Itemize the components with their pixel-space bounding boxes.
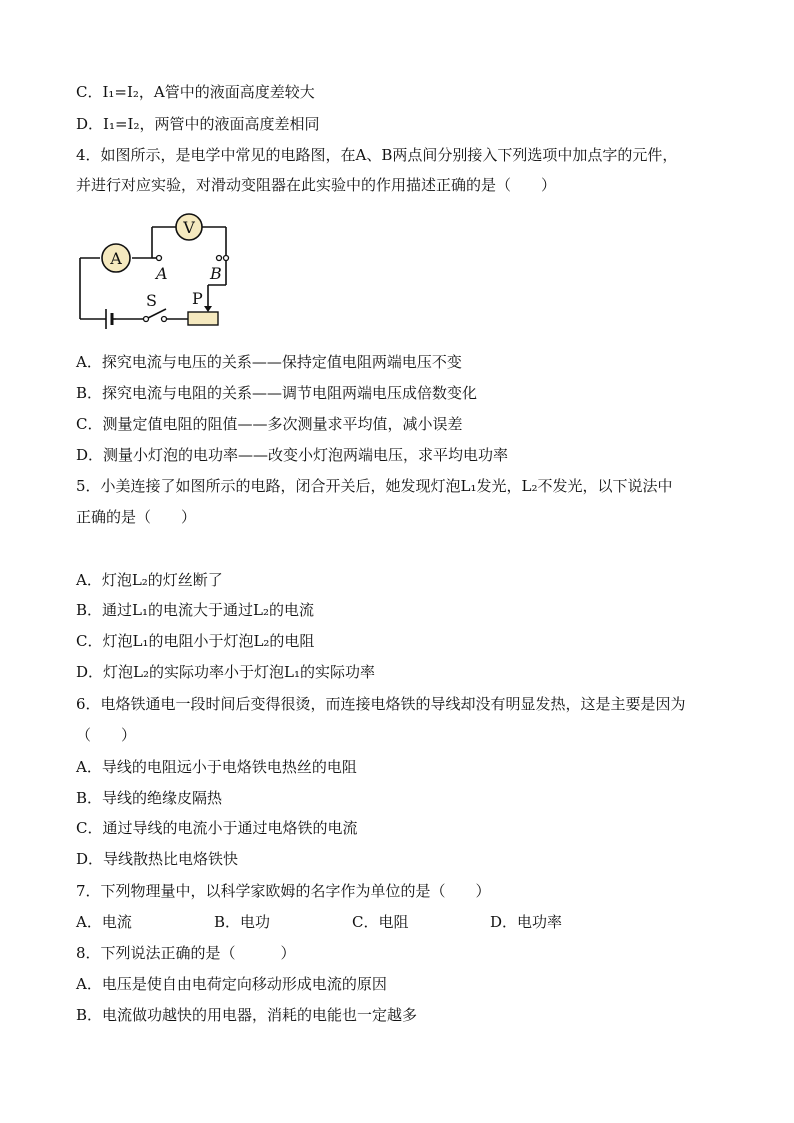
switch-label: S (146, 291, 157, 310)
question-6-stem-line1: 6．电烙铁通电一段时间后变得很烫，而连接电烙铁的导线却没有明显发热，这是主要是因为 (76, 695, 686, 713)
question-7-option-c: C．电阻 (352, 913, 409, 931)
ammeter-label: A (110, 249, 122, 268)
question-8-stem: 8．下列说法正确的是（ ） (76, 944, 296, 962)
question-8-option-a: A．电压是使自由电荷定向移动形成电流的原因 (76, 975, 387, 993)
question-4-option-d: D．测量小灯泡的电功率——改变小灯泡两端电压，求平均电功率 (76, 446, 509, 464)
terminal-b-left (217, 256, 222, 261)
terminal-b (224, 256, 229, 261)
question-4-option-a: A．探究电流与电压的关系——保持定值电阻两端电压不变 (76, 353, 462, 371)
question-8-option-b: B．电流做功越快的用电器，消耗的电能也一定越多 (76, 1006, 418, 1024)
question-6-stem-line2: （ ） (76, 726, 137, 744)
rheostat-icon (188, 312, 218, 325)
question-7-option-d: D．电功率 (490, 913, 563, 931)
circuit-diagram (76, 212, 256, 337)
terminal-a (157, 256, 162, 261)
question-5-stem-line2: 正确的是（ ） (76, 508, 197, 526)
question-4-stem-line1: 4．如图所示，是电学中常见的电路图，在A、B两点间分别接入下列选项中加点字的元件， (76, 146, 678, 164)
question-6-option-c: C．通过导线的电流小于通过电烙铁的电流 (76, 819, 358, 837)
question-5-option-c: C．灯泡L₁的电阻小于灯泡L₂的电阻 (76, 632, 315, 650)
question-5-option-d: D．灯泡L₂的实际功率小于灯泡L₁的实际功率 (76, 663, 375, 681)
question-4-option-b: B．探究电流与电阻的关系——调节电阻两端电压成倍数变化 (76, 384, 478, 402)
question-4-option-c: C．测量定值电阻的阻值——多次测量求平均值，减小误差 (76, 415, 463, 433)
question-5-option-b: B．通过L₁的电流大于通过L₂的电流 (76, 601, 314, 619)
question-6-option-b: B．导线的绝缘皮隔热 (76, 789, 223, 807)
voltmeter-label: V (183, 218, 195, 237)
switch-contact-right (162, 317, 167, 322)
question-6-option-a: A．导线的电阻远小于电烙铁电热丝的电阻 (76, 758, 357, 776)
question-7-option-a: A．电流 (76, 913, 132, 931)
question-5-option-a: A．灯泡L₂的灯丝断了 (76, 571, 223, 589)
slider-label: P (192, 289, 203, 308)
point-a-label: A (156, 264, 168, 283)
option-c-prev: C．I₁=I₂，A管中的液面高度差较大 (76, 83, 315, 101)
question-5-stem-line1: 5．小美连接了如图所示的电路，闭合开关后，她发现灯泡L₁发光，L₂不发光，以下说法中 (76, 477, 673, 495)
option-d-prev: D．I₁=I₂，两管中的液面高度差相同 (76, 115, 320, 133)
point-b-label: B (210, 264, 222, 283)
question-4-stem-line2: 并进行对应实验，对滑动变阻器在此实验中的作用描述正确的是（ ） (76, 176, 557, 194)
slider-arrow-icon (204, 306, 212, 312)
question-7-stem: 7．下列物理量中，以科学家欧姆的名字作为单位的是（ ） (76, 882, 491, 900)
question-7-option-b: B．电功 (214, 913, 271, 931)
question-6-option-d: D．导线散热比电烙铁快 (76, 850, 239, 868)
